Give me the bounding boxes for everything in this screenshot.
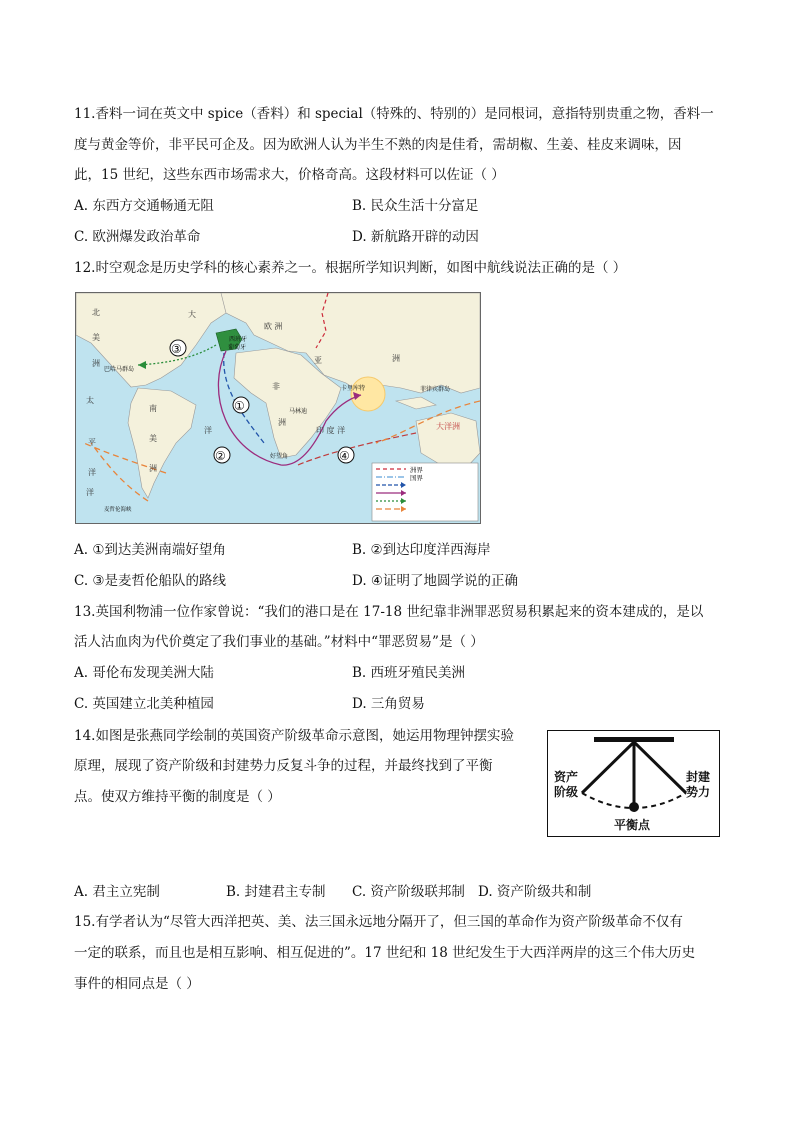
label-pacific-left-2: 平 bbox=[88, 438, 96, 447]
map-legend-box bbox=[372, 463, 478, 521]
label-south-america-2: 美 bbox=[149, 434, 157, 443]
label-bahamas: 巴哈马群岛 bbox=[104, 366, 135, 373]
q13-option-b: B. 西班牙殖民美洲 bbox=[352, 665, 466, 681]
q15-stem-line-2: 一定的联系，而且也是相互影响、相互促进的”。17 世纪和 18 世纪发生于大西洋两岸的这三个伟大历史 bbox=[74, 945, 696, 961]
label-malindi: 马林迪 bbox=[289, 408, 308, 415]
label-pacific-left-3: 洋 bbox=[88, 468, 96, 477]
q12-stem: 12.时空观念是历史学科的核心素养之一。根据所学知识判断，如图中航线说法正确的是（ ） bbox=[74, 260, 627, 276]
label-north-america-3: 洲 bbox=[92, 359, 100, 368]
legend-national-boundary-label: 国界 bbox=[410, 474, 423, 482]
south-america-land bbox=[128, 388, 196, 498]
q12-option-c: C. ③是麦哲伦船队的路线 bbox=[74, 573, 227, 589]
q15-stem-line-1: 15.有学者认为“尽管大西洋把英、美、法三国永远地分隔开了，但三国的革命作为资产阶级革命不仅有 bbox=[74, 914, 683, 930]
q14-stem-line-3: 点。使双方维持平衡的制度是（ ） bbox=[74, 789, 281, 805]
label-asia-mid: 亚 bbox=[314, 356, 322, 365]
label-north-america-2: 美 bbox=[92, 333, 100, 342]
label-africa-2: 洲 bbox=[278, 418, 286, 427]
label-philippines: 菲律宾群岛 bbox=[420, 386, 451, 393]
label-asia: 洲 bbox=[392, 354, 400, 363]
route-2-number: ② bbox=[215, 449, 226, 463]
pendulum-diagram bbox=[547, 730, 720, 837]
q11-stem-line-2: 度与黄金等价，非平民可企及。因为欧洲人认为半生不熟的肉是佳肴，需胡椒、生姜、桂皮来调味，因 bbox=[74, 137, 682, 153]
label-magellan-strait: 麦哲伦海峡 bbox=[104, 507, 132, 513]
route-4-number: ④ bbox=[339, 449, 350, 463]
q11-stem-line-3: 此，15 世纪，这些东西市场需求大，价格奇高。这段材料可以佐证（ ） bbox=[74, 167, 505, 183]
q14-option-d: D. 资产阶级共和制 bbox=[478, 884, 592, 900]
legend-continent-boundary-label: 洲界 bbox=[410, 466, 423, 474]
label-south-america-3: 洲 bbox=[149, 464, 157, 473]
route-4-line bbox=[298, 433, 416, 465]
label-south-america-1: 南 bbox=[149, 404, 157, 413]
left-label-line-1: 资产 bbox=[554, 770, 579, 784]
q13-option-a: A. 哥伦布发现美洲大陆 bbox=[74, 665, 214, 681]
label-spain: 西班牙 bbox=[229, 336, 248, 343]
q14-stem-line-2: 原理，展现了资产阶级和封建势力反复斗争的过程，并最终找到了平衡 bbox=[74, 758, 493, 774]
label-indian-ocean: 印 度 洋 bbox=[316, 426, 346, 435]
route-3-number: ③ bbox=[171, 342, 182, 356]
left-label-line-2: 阶级 bbox=[554, 785, 579, 799]
label-north-america-1: 北 bbox=[92, 308, 100, 317]
q12-option-a: A. ①到达美洲南端好望角 bbox=[74, 542, 226, 558]
right-label-line-1: 封建 bbox=[686, 770, 711, 784]
voyage-route-map bbox=[75, 292, 481, 524]
q11-option-d: D. 新航路开辟的动因 bbox=[352, 229, 479, 245]
q15-stem-line-3: 事件的相同点是（ ） bbox=[74, 976, 200, 992]
q13-option-d: D. 三角贸易 bbox=[352, 696, 425, 712]
balance-point-label: 平衡点 bbox=[614, 818, 651, 832]
q11-stem-line-1: 11.香料一词在英文中 spice（香料）和 special（特殊的、特别的）是同根词，意指特别贵重之物，香料一 bbox=[74, 106, 714, 122]
q11-option-c: C. 欧洲爆发政治革命 bbox=[74, 229, 201, 245]
indonesia-land bbox=[396, 397, 436, 409]
pendulum-top-bar bbox=[594, 737, 674, 742]
right-label-line-2: 势力 bbox=[686, 785, 711, 799]
label-oceania: 大洋洲 bbox=[436, 422, 460, 431]
q12-option-d: D. ④证明了地圆学说的正确 bbox=[352, 573, 519, 589]
q14-option-a: A. 君主立宪制 bbox=[74, 884, 160, 900]
q11-option-a: A. 东西方交通畅通无阻 bbox=[74, 198, 214, 214]
q14-stem-line-1: 14.如图是张燕同学绘制的英国资产阶级革命示意图，她运用物理钟摆实验 bbox=[74, 728, 514, 744]
label-europe: 欧 洲 bbox=[264, 322, 283, 331]
q13-option-c: C. 英国建立北美种植园 bbox=[74, 696, 214, 712]
q14-option-b: B. 封建君主专制 bbox=[226, 884, 326, 900]
route-1-number: ① bbox=[234, 399, 245, 413]
pendulum-right-rod bbox=[634, 742, 686, 793]
pendulum-bob bbox=[629, 802, 639, 812]
label-atlantic-top: 大 bbox=[188, 310, 196, 319]
label-pacific-left-1: 太 bbox=[86, 396, 94, 405]
label-atlantic-mid: 洋 bbox=[204, 426, 212, 435]
label-pacific-west-1: 洋 bbox=[86, 488, 94, 497]
q14-option-c: C. 资产阶级联邦制 bbox=[352, 884, 465, 900]
q12-option-b: B. ②到达印度洋西海岸 bbox=[352, 542, 491, 558]
label-cape: 好望角 bbox=[270, 453, 289, 460]
q11-option-b: B. 民众生活十分富足 bbox=[352, 198, 479, 214]
label-africa-1: 非 bbox=[272, 382, 280, 391]
label-portugal: 葡萄牙 bbox=[228, 344, 247, 351]
q13-stem-line-2: 活人沽血肉为代价奠定了我们事业的基础。”材料中“罪恶贸易”是（ ） bbox=[74, 634, 484, 650]
pendulum-left-rod bbox=[582, 742, 634, 793]
label-calicut: 卡里库特 bbox=[341, 385, 366, 392]
q13-stem-line-1: 13.英国利物浦一位作家曾说：“我们的港口是在 17-18 世纪靠非洲罪恶贸易积累起来的资本建成的，是以 bbox=[74, 604, 704, 620]
